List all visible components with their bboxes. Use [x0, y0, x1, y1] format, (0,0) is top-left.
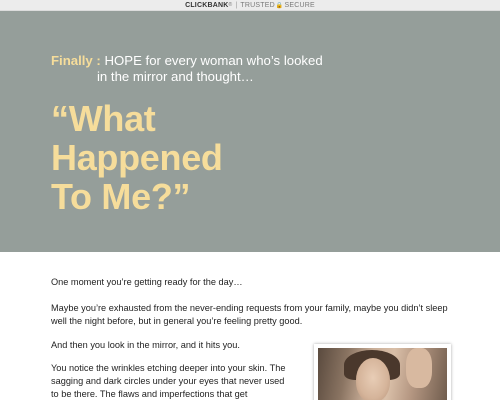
- paragraph-1: One moment you’re getting ready for the day…: [51, 277, 243, 287]
- headline-line-1: “What: [51, 98, 156, 139]
- clickbank-trust-bar: [0, 0, 500, 11]
- paragraph-2: Maybe you’re exhausted from the never-ending requests from your family, maybe you didn’t sleep well the night before, but in general you’re feeling pretty good.: [51, 303, 448, 326]
- secure-label: SECURE: [284, 1, 315, 9]
- paragraph-3: And then you look in the mirror, and it hits you.: [51, 340, 240, 350]
- hero-section: [0, 11, 500, 252]
- photo-image: [318, 348, 447, 400]
- registered-mark: ®: [228, 2, 233, 8]
- hero-headline: [51, 99, 381, 216]
- headline-line-2: Happened: [51, 137, 223, 178]
- woman-mirror-photo: [314, 344, 451, 400]
- trusted-label: TRUSTED: [240, 1, 275, 9]
- separator: |: [235, 1, 238, 9]
- paragraph-4: You notice the wrinkles etching deeper into your skin. The sagging and dark circles under your eyes that never used to be there. The flaws and imperfections that get: [51, 363, 286, 399]
- headline-line-3: To Me?”: [51, 176, 191, 217]
- finally-label: Finally :: [51, 53, 101, 68]
- lock-icon: 🔒: [275, 2, 284, 9]
- intro-line-2: in the mirror and thought…: [97, 69, 254, 84]
- clickbank-logo: CLICKBANK: [185, 1, 229, 9]
- hero-intro: [51, 53, 351, 85]
- intro-line-1: HOPE for every woman who’s looked: [104, 53, 323, 68]
